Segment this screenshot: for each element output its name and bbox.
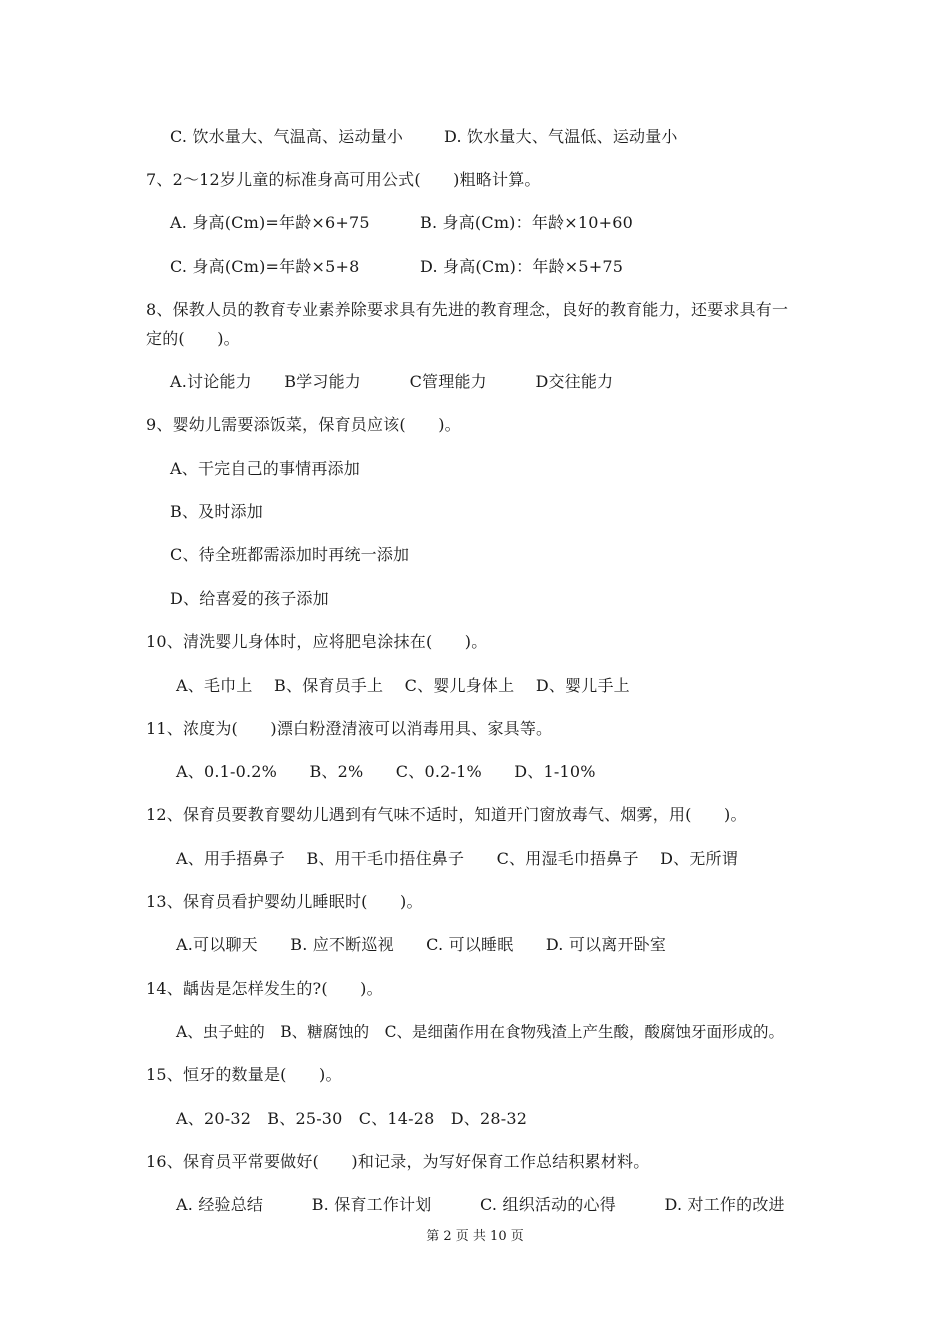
q10-stem: 10、清洗婴儿身体时，应将肥皂涂抹在( )。 [146, 632, 488, 651]
q9-option-c: C、待全班都需添加时再统一添加 [170, 545, 410, 564]
q12-options: A、用手捂鼻子 B、用干毛巾捂住鼻子 C、用湿毛巾捂鼻子 D、无所谓 [176, 849, 738, 868]
q7-option-a: A. 身高(Cm)=年龄×6+75 [170, 213, 370, 232]
q9-stem: 9、婴幼儿需要添饭菜，保育员应该( )。 [146, 415, 461, 434]
page-footer-number: 第 2 页 共 10 页 [426, 1229, 524, 1244]
q14-options: A、虫子蛀的 B、糖腐蚀的 C、是细菌作用在食物残渣上产生酸，酸腐蚀牙面形成的。 [176, 1023, 784, 1041]
q9-option-b: B、及时添加 [170, 502, 263, 521]
q8-stem-line2: 定的( )。 [146, 329, 240, 348]
q11-options: A、0.1-0.2% B、2% C、0.2-1% D、1-10% [176, 762, 596, 781]
q10-options: A、毛巾上 B、保育员手上 C、婴儿身体上 D、婴儿手上 [176, 676, 630, 695]
q9-option-d: D、给喜爱的孩子添加 [170, 589, 329, 608]
q6-option-c: C. 饮水量大、气温高、运动量小 [170, 127, 404, 146]
q16-options: A. 经验总结 B. 保育工作计划 C. 组织活动的心得 D. 对工作的改进 [176, 1195, 785, 1214]
q6-option-d: D. 饮水量大、气温低、运动量小 [444, 127, 678, 146]
q7-option-d: D. 身高(Cm)：年龄×5+75 [420, 257, 624, 276]
q7-stem: 7、2～12岁儿童的标准身高可用公式( )粗略计算。 [146, 170, 541, 189]
q13-stem: 13、保育员看护婴幼儿睡眠时( )。 [146, 892, 423, 911]
q13-options: A.可以聊天 B. 应不断巡视 C. 可以睡眠 D. 可以离开卧室 [176, 935, 667, 954]
q7-option-b: B. 身高(Cm)：年龄×10+60 [420, 213, 633, 232]
q12-stem: 12、保育员要教育婴幼儿遇到有气味不适时，知道开门窗放毒气、烟雾，用( )。 [146, 805, 747, 824]
q11-stem: 11、浓度为( )漂白粉澄清液可以消毒用具、家具等。 [146, 719, 553, 738]
q14-stem: 14、龋齿是怎样发生的?( )。 [146, 979, 383, 998]
q15-options: A、20-32 B、25-30 C、14-28 D、28-32 [176, 1109, 528, 1128]
q8-options: A.讨论能力 B学习能力 C管理能力 D交往能力 [170, 372, 614, 391]
q15-stem: 15、恒牙的数量是( )。 [146, 1065, 342, 1084]
q8-stem-line1: 8、保教人员的教育专业素养除要求具有先进的教育理念，良好的教育能力，还要求具有一 [146, 300, 789, 319]
q7-option-c: C. 身高(Cm)=年龄×5+8 [170, 257, 360, 276]
q16-stem: 16、保育员平常要做好( )和记录，为写好保育工作总结积累材料。 [146, 1152, 650, 1171]
q9-option-a: A、干完自己的事情再添加 [170, 459, 360, 478]
